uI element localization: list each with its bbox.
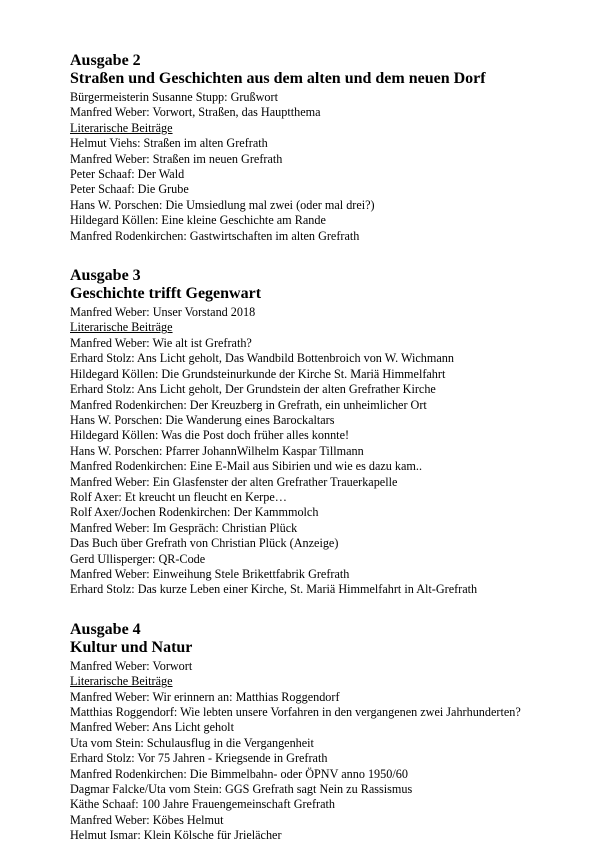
contribution-entry: Hildegard Köllen: Was die Post doch früher alles konnte! <box>70 428 350 443</box>
contribution-entry: Manfred Weber: Einweihung Stele Brikettfabrik Grefrath <box>70 566 350 581</box>
contribution-entry: Manfred Rodenkirchen: Der Kreuzberg in Grefrath, ein unheimlicher Ort <box>70 397 427 412</box>
contribution-entry: Manfred Weber: Unser Vorstand 2018 <box>70 305 256 320</box>
contribution-entry: Manfred Weber: Im Gespräch: Christian Plück <box>70 520 298 535</box>
contribution-entry: Gerd Ullisperger: QR-Code <box>70 551 206 566</box>
contribution-entry: Hildegard Köllen: Eine kleine Geschichte am Rande <box>70 213 326 228</box>
issue-title: Kultur und Natur <box>70 638 193 656</box>
document-body <box>70 52 590 844</box>
contribution-entry: Manfred Rodenkirchen: Gastwirtschaften im alten Grefrath <box>70 228 360 243</box>
contribution-entry: Manfred Rodenkirchen: Eine E-Mail aus Sibirien und wie es dazu kam.. <box>70 459 422 474</box>
contribution-entry: Erhard Stolz: Ans Licht geholt, Das Wandbild Bottenbroich von W. Wichmann <box>70 351 454 366</box>
contribution-entry: Erhard Stolz: Vor 75 Jahren - Kriegsende in Grefrath <box>70 751 328 766</box>
contribution-entry: Manfred Weber: Straßen im neuen Grefrath <box>70 151 283 166</box>
section-subheading: Literarische Beiträge <box>70 674 173 689</box>
contribution-entry: Manfred Weber: Ein Glasfenster der alten Grefrather Trauerkapelle <box>70 474 398 489</box>
issue-number: Ausgabe 4 <box>70 620 141 638</box>
contribution-entry: Peter Schaaf: Der Wald <box>70 167 185 182</box>
issue-section <box>70 267 590 598</box>
contribution-entry: Manfred Weber: Wir erinnern an: Matthias Roggendorf <box>70 689 340 704</box>
contribution-entry: Rolf Axer/Jochen Rodenkirchen: Der Kammmolch <box>70 505 319 520</box>
contribution-entry: Bürgermeisterin Susanne Stupp: Grußwort <box>70 90 278 104</box>
contribution-entry: Helmut Ismar: Klein Kölsche für Jrielächer <box>70 828 282 843</box>
contribution-entry: Dagmar Falcke/Uta vom Stein: GGS Grefrath sagt Nein zu Rassismus <box>70 782 413 797</box>
contribution-entry: Erhard Stolz: Das kurze Leben einer Kirche, St. Mariä Himmelfahrt in Alt-Grefrath <box>70 582 478 597</box>
contribution-entry: Erhard Stolz: Ans Licht geholt, Der Grundstein der alten Grefrather Kirche <box>70 382 436 397</box>
contribution-entry: Peter Schaaf: Die Grube <box>70 182 189 197</box>
issue-title: Geschichte trifft Gegenwart <box>70 285 262 303</box>
contribution-entry: Hans W. Porschen: Pfarrer JohannWilhelm Kaspar Tillmann <box>70 443 364 458</box>
contribution-entry: Rolf Axer: Et kreucht un fleucht en Kerpe… <box>70 489 287 504</box>
contribution-entry: Matthias Roggendorf: Wie lebten unsere Vorfahren in den vergangenen zwei Jahrhunderten? <box>70 705 521 719</box>
contribution-entry: Manfred Weber: Wie alt ist Grefrath? <box>70 335 252 350</box>
contribution-entry: Manfred Weber: Köbes Helmut <box>70 812 224 827</box>
contribution-entry: Hans W. Porschen: Die Wanderung eines Barockaltars <box>70 412 335 427</box>
contribution-entry: Manfred Weber: Ans Licht geholt <box>70 720 234 735</box>
contribution-entry: Käthe Schaaf: 100 Jahre Frauengemeinschaft Grefrath <box>70 797 335 812</box>
issue-section <box>70 52 590 244</box>
contribution-entry: Das Buch über Grefrath von Christian Plück (Anzeige) <box>70 536 339 551</box>
contribution-entry: Hans W. Porschen: Die Umsiedlung mal zwei (oder mal drei?) <box>70 197 375 212</box>
section-subheading: Literarische Beiträge <box>70 320 173 335</box>
contribution-entry: Uta vom Stein: Schulausflug in die Vergangenheit <box>70 735 314 750</box>
contribution-entry: Helmut Viehs: Straßen im alten Grefrath <box>70 136 268 151</box>
section-subheading: Literarische Beiträge <box>70 120 173 135</box>
contribution-entry: Manfred Rodenkirchen: Die Bimmelbahn- oder ÖPNV anno 1950/60 <box>70 766 408 781</box>
issue-number: Ausgabe 2 <box>70 52 141 69</box>
issue-title: Straßen und Geschichten aus dem alten und dem neuen Dorf <box>70 70 486 87</box>
contribution-entry: Hildegard Köllen: Die Grundsteinurkunde der Kirche St. Mariä Himmelfahrt <box>70 366 446 381</box>
contribution-entry: Manfred Weber: Vorwort, Straßen, das Hauptthema <box>70 105 321 120</box>
issue-number: Ausgabe 3 <box>70 267 141 285</box>
contribution-entry: Manfred Weber: Vorwort <box>70 658 193 673</box>
issue-section <box>70 621 590 844</box>
